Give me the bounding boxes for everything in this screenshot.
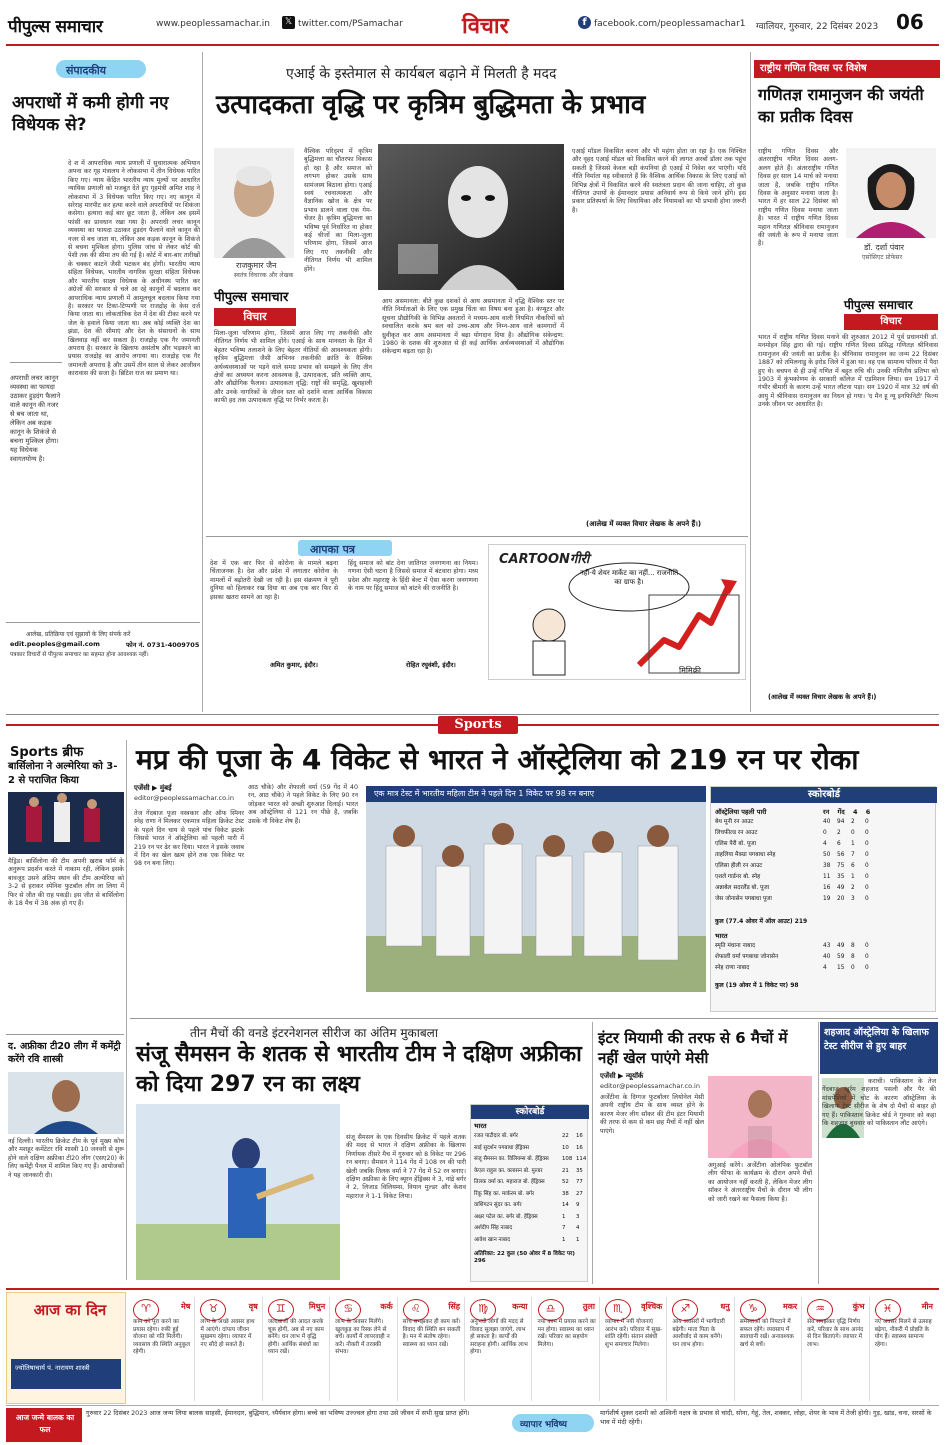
editorial-footer-line1: आलेख, प्रतिक्रिया एवं सुझावों के लिए संपर्क करें — [26, 631, 131, 638]
zodiac-icon: ♓ — [875, 1299, 901, 1321]
sanju-body: संजू सैमसन के एक दिवसीय क्रिकेट में पहले शतक की मदद से भारत ने दक्षिण अफ्रीका के खिलाफ निर्णायक तीसरे मैच में गुरुवार को 8 विकेट पर 296 रन बनाए। सैमसन ने 114 गेंद में 108 रन की पारी खेली जबकि तिलक वर्मा ने 77 गेंद में 52 रन बनाए। दक्षिण अफ्रीका के लिए ब्यूरन हेंड्रिक्स ने 3, नांद्रे बर्गर ने 2, लिजाड विलियम्स, वियान मुल्डर और केशव महाराज ने 1-1 विकेट लिया। — [346, 1134, 466, 1200]
sanju-photo — [136, 1104, 340, 1280]
women-test-body: तेज गेंदबाज पूजा वस्त्रकार और ऑफ स्पिनर स्नेह राणा ने मिलकर एकमात्र महिला क्रिकेट टेस्ट के पहले दिन चाय से पहले पांच विकेट झटके जिससे भारत ने ऑस्ट्रेलिया को पहली पारी में 219 रन पर ढेर कर दिया। भारत ने इसके जवाब में दिन का खेल खत्म होने तक एक विकेट पर 98 रन बना लिए। — [134, 810, 244, 868]
score-cell-b: 35 — [576, 1167, 583, 1174]
score-cell-b: 16 — [576, 1133, 583, 1139]
zodiac-icon: ♈ — [133, 1299, 159, 1321]
zodiac-name: धनु — [720, 1302, 730, 1311]
zodiac-text: नए अवसर मिलने से उत्साह बढ़ेगा, नौकरी में प्रोन्नति के योग हैं। स्वास्थ्य सामान्य रहेगा। — [874, 1319, 932, 1348]
zodiac-name: वृश्चिक — [641, 1302, 663, 1311]
editorial-footer-note: पत्रकार विचारों से पीपुल्स समाचार का सहमत होना आवश्यक नहीं। — [10, 652, 149, 658]
lead-col1: वैश्विक परिदृश्य में कृत्रिम बुद्धिमत्ता का चौतरफा विकास हो रहा है और समाज को लगभग होकर उसके साथ सामंजस्य बिठाना होगा। एआई स्वयं रचनात्मकता और वैज्ञानिक खोज के क्षेत्र पर प्रभाव डालने वाला एक गेम-चेंजर है। कृत्रिम बुद्धिमत्ता का भविष्य पूर्व निर्धारित ना होकर कई चीजों का मिला-जुला परिणाम होगा, जिसमें आज लिए गए तकनीकी और नीतिगत निर्णय भी शामिल होंगे। — [304, 148, 372, 273]
zodiac-card — [197, 1297, 262, 1401]
market-label-box — [512, 1414, 594, 1432]
author-photo — [214, 148, 294, 258]
sanju-kicker: तीन मैचों की वनडे इंटरनेशनल सीरीज का अंतिम मुकाबला — [190, 1026, 438, 1040]
women-test-photo-caption: एक मात्र टेस्ट में भारतीय महिला टीम ने पहले दिन 1 विकेट पर 98 रन बनाए — [366, 786, 706, 802]
score-cell-s: 0 — [865, 852, 869, 858]
score-cell-b: 3 — [576, 1213, 580, 1220]
masthead-facebook[interactable]: facebook.com/peoplessamachar1 — [594, 19, 746, 29]
messi-headline: इंटर मियामी की तरफ से 6 मैचों में नहीं खेल पाएंगे मेसी — [598, 1029, 788, 1067]
zodiac-icon: ♋ — [335, 1299, 361, 1321]
score-cell-r: 7 — [562, 1225, 566, 1231]
masthead-section: विचार — [462, 14, 509, 39]
odi-batter-row — [474, 1189, 586, 1201]
zodiac-name: तुला — [582, 1302, 595, 1311]
zodiac-icon: ♍ — [470, 1299, 496, 1321]
editorial-body: दे श में आपराधिक न्याय प्रणाली में सुधारात्मक अभियान अपना कर गृह मंत्रालय ने लोकसभा में तीन विधेयक पारित किए गए। न्याय केंद्रित भारतीय न्याय मूल्यों पर आधारित न्यायिक प्रणाली को मजबूत देते हुए गृहमंत्री अमित शाह ने लोकसभा में 3 विधेयक पारित किए गए। नए कानून में सरेराह मारपीट कर हत्या करने वाले अपराधियों पर शिकंजा कसेगा। हत्यारा कई बार छूट जाता है, लेकिन अब इसमें फांसी का प्रावधान रखा गया है। अपराधी लचर कानून व्यवस्था का फायदा उठाकर हुड़दंग फैलाने वाले कानून की नजर से बच जाता था, लेकिन अब कड़क कानून के शिकंजे से बचना मुश्किल होगा। पुलिस जांच से लेकर कोर्ट की पेशी तक की सीमा तय की गई है। कोर्ट में बार-बार तारीखों के चक्कर काटने जैसी भटकन बंद होगी। भारतीय न्याय संहिता विधेयक, भारतीय नागरिक सुरक्षा संहिता विधेयक और भारतीय साक्ष्य विधेयक के अधीनस्थ पारित कर अंग्रेजों की सरकार से चले आ रहे कानूनों में बदलाव कर आपराधिक न्याय प्रणाली में आमूलचूल बदलाव किया गया है। सरकार पर टिका-टिप्पणी पर राजद्रोह के केस दर्ज किया जाता था। लोकतांत्रिक देश में देश की टीका करने पर जेल के हवाले किया जाता था। अब कोई व्यक्ति देश का झंडा, देश की सीमाएं और देश के संसाधनों के साथ खिलवाड़ नहीं कर सकता है। राजद्रोह एक गैर जमानती अपराध है। सरकार के खिलाफ असंतोष और भड़काने का प्रयास राजद्रोह का आरोप लगाया था। राजद्रोह एक गैर जमानती अपराध है और उसमें तीन साल से लेकर आजीवन कारावास की सजा है। ब्रिटिश राज का प्रमाण था। — [68, 160, 200, 378]
player-name: केएल राहुल का. क्लासन बो. मुल्डर — [474, 1167, 543, 1174]
zodiac-name: कन्या — [512, 1302, 528, 1311]
score-cell-f: 0 — [851, 965, 855, 971]
zodiac-text: लाभ के अवसर मिलेंगे। खुलकुड़ का रिस्क लेने से बचें। कार्यों में लापरवाही न करें। नौकरी में तरक्की संभव। — [335, 1319, 390, 1356]
odi-batter-row — [474, 1143, 586, 1155]
player-name: ताहलिया मैक्ग्रा पगबाधा स्नेह — [715, 852, 776, 858]
zodiac-card — [400, 1297, 465, 1401]
zodiac-card — [669, 1297, 734, 1401]
score-cell-f: 1 — [851, 841, 855, 847]
ramanujan-body: भारत में राष्ट्रीय गणित दिवस मनाने की शुरुआत 2012 में पूर्व प्रधानमंत्री डॉ. मनमोहन सिंह द्वारा की गई। राष्ट्रीय गणित दिवस प्रसिद्ध गणितज्ञ श्रीनिवास रामानुजन की जयंती का प्रतीक है। श्रीनिवास रामानुजन का जन्म 22 दिसंबर 1887 को तमिलनाडु के इरोड जिले में हुआ था। वह एक सामान्य परिवार में पैदा हुए थे। बचपन से ही उन्हें गणित में बहुत रुचि थी। उनकी गणितीय प्रतिभा को 1903 में कुंभकोणम के सरकारी कॉलेज में एडमिशन लिया। सन 1917 में गंभीर बीमारी के कारण उन्हें भारत लौटना पड़ा। सन 1920 में मात्र 32 वर्ष की आयु में श्रीनिवास रामानुजन का निधन हो गया। 'द मैन हू न्यू इनफिनिटी' फिल्म उनके जीवन पर आधारित है। — [758, 334, 938, 409]
score-cell-b: 75 — [837, 863, 845, 869]
shahzad-headline: शहजाद ऑस्ट्रेलिया के खिलाफ टेस्ट सीरीज से हुए बाहर — [824, 1027, 929, 1052]
score-cell-b: 9 — [576, 1202, 580, 1208]
score-cell-f: 2 — [851, 885, 855, 891]
sanju-story — [130, 1022, 590, 1284]
facebook-icon: f — [578, 16, 591, 29]
ramanujan-promo-logo: पीपुल्स समाचार — [844, 298, 913, 312]
score-cell-r: 1 — [562, 1236, 566, 1243]
zodiac-icon: ♑ — [740, 1299, 766, 1321]
score-cell-s: 0 — [865, 819, 869, 825]
player-name: एलिस पैरी बो. पूजा — [715, 841, 756, 847]
player-name: आवेश खान नाबाद — [474, 1236, 511, 1243]
messi-body2: अगुआई करेंगे। अर्जेंटीना ओलंपिक फुटबॉल लीग फीफा के कार्यक्रम के दौरान अपने मैचों का आयोजन नहीं करती है, लेकिन मेजर लीग सॉकर ने अंतरराष्ट्रीय मैचों के दौरान भी लीग को जारी रखने का फैसला किया है। — [708, 1162, 812, 1203]
zodiac-text: काम को पूरा करने का प्रयास रहेगा। रुकी हुई योजना को गति मिलेगी। व्यवसाय की स्थिति अनुकूल रहेगी। — [133, 1319, 191, 1356]
odi-batter-row — [474, 1235, 586, 1247]
ramanujan-promo-label: विचार — [844, 314, 938, 330]
aus-innings-title: ऑस्ट्रेलिया पहली पारी — [715, 808, 767, 816]
market-label: व्यापार भविष्य — [520, 1420, 567, 1430]
zodiac-name: मीन — [921, 1302, 933, 1311]
ramanujan-author-photo — [846, 148, 936, 238]
aus-batter-row — [715, 828, 869, 839]
odi-batter-row — [474, 1154, 586, 1166]
zodiac-card — [467, 1297, 532, 1401]
born-today-label: आज जन्मे बालक का फल — [15, 1413, 75, 1434]
zodiac-card — [872, 1297, 937, 1401]
zodiac-text: व्यापार में नयी योजनाएं आरंभ करें। परिवार में सुख-शांति रहेगी। संतान संबंधी शुभ समाचार मिलेगा। — [604, 1319, 663, 1348]
score-cell-r: 0 — [823, 830, 827, 836]
twitter-icon: 𝕏 — [282, 16, 295, 29]
player-name: जेस जोनासेन पगबाधा पूजा — [715, 896, 772, 902]
women-test-story — [130, 738, 938, 1018]
women-scoreboard — [710, 786, 936, 1012]
sports-section-label: Sports — [438, 716, 518, 734]
score-cell-b: 49 — [837, 885, 845, 891]
zodiac-card — [332, 1297, 397, 1401]
zodiac-icon: ♒ — [807, 1299, 833, 1321]
letters-label: आपका पत्र — [310, 543, 355, 556]
score-cell-r: 4 — [823, 965, 827, 971]
score-cell-s: 0 — [865, 943, 869, 949]
horoscope-header — [6, 1292, 126, 1404]
sports-brief-column — [6, 740, 124, 1280]
aus-batter-row — [715, 861, 869, 872]
player-name: बेथ मूनी रन आउट — [715, 819, 754, 825]
score-cell-r: 14 — [562, 1202, 569, 1208]
messi-email[interactable]: editor@peoplessamachar.co.in — [600, 1082, 700, 1090]
score-cell-r: 21 — [562, 1167, 569, 1174]
editorial-headline: अपराधों में कमी होगी नए विधेयक से? — [12, 93, 169, 135]
scoreboard-header: रन गेंद 4 6 — [823, 808, 871, 816]
letter2-sign: रोहित रघुवंशी, इंदौर। — [406, 661, 456, 669]
score-cell-s: 0 — [865, 954, 869, 960]
score-cell-r: 11 — [823, 874, 831, 880]
score-cell-s: 0 — [865, 874, 869, 880]
score-cell-r: 50 — [823, 852, 831, 858]
masthead — [0, 0, 945, 44]
player-name: अक्षर पटेल का. बर्गर बो. हेंड्रिक्स — [474, 1213, 538, 1220]
score-cell-s: 0 — [865, 896, 869, 902]
score-cell-r: 22 — [562, 1133, 569, 1139]
zodiac-text: समस्याओं को निपटाने में सफल रहेंगे। व्यवसाय में सावधानी रखें। अनावश्यक खर्च से बचें। — [739, 1319, 794, 1348]
score-cell-b: 77 — [576, 1179, 583, 1185]
score-cell-b: 16 — [576, 1144, 583, 1151]
aus-batter-row — [715, 872, 869, 883]
score-cell-s: 0 — [865, 885, 869, 891]
score-cell-f: 8 — [851, 943, 855, 949]
score-cell-b: 15 — [837, 965, 845, 971]
lead-col4: एआई मॉडल विकसित करना और भी महंगा होता जा रहा है। एक निश्चित और वृहद एआई मॉडल को विकसित करने की लागत अरबों डॉलर तक पहुंच सकती है जिससे केवल बड़ी कंपनियां ही एआई में निवेश कर पाएंगी। यदि नीति निर्माता यह स्वीकारते हैं कि वैश्विक आर्थिक विकास के लिए एआई को विभिन्न क्षेत्रों में विकसित करने की स्वतंत्रता प्रदान की जाना चाहिए, तो कुछ नीतिगत उपायों के ईमानदार प्रयास अनिवार्य रूप से किये जाने होंगे। इस प्रकार प्रतिस्पर्धा के लिए विधायिका और नियामकों का भी प्रभावी होना जरूरी है। — [572, 148, 746, 214]
zodiac-icon: ♊ — [268, 1299, 294, 1321]
zodiac-name: वृष — [248, 1302, 258, 1311]
player-name: लिचफील्ड रन आउट — [715, 830, 758, 836]
odi-batter-row — [474, 1212, 586, 1224]
sanju-headline: संजू सैमसन के शतक से भारतीय टीम ने दक्षिण अफ्रीका को दिया 297 रन का लक्ष्य — [136, 1042, 582, 1097]
score-cell-s: 0 — [865, 863, 869, 869]
odi-batter-row — [474, 1177, 586, 1189]
editorial-label: संपादकीय — [66, 64, 107, 77]
player-name: एशले गार्डनर बो. स्नेह — [715, 874, 761, 880]
zodiac-text: सेव समझकर वृद्धि निर्णय करें, परिवार के साथ आनंद से दिन बिताएंगे। व्यापार में लाभ। — [807, 1319, 864, 1348]
score-cell-b: 59 — [837, 954, 845, 960]
zodiac-text: जल्दबाजी की आदत करके चूक होगी, अब से नए काम बनेंगे। धन लाभ में वृद्धि होगी। आर्थिक संबंधों का ध्यान रखें। — [267, 1319, 324, 1356]
zodiac-icon: ♎ — [538, 1299, 564, 1321]
score-cell-r: 43 — [823, 943, 831, 949]
score-cell-b: 49 — [837, 943, 845, 949]
score-cell-s: 0 — [865, 841, 869, 847]
ai-robot-photo — [378, 144, 564, 290]
letter2-body: हिंदू समाज को बांट देना जातिगत जनगणना का नियम। गणना ऐसी घटना है जिससे समाज में बंटवारा होगा। मध्य प्रदेश और महाराष्ट्र के हिंदी बेल्ट में ऐसा करना जनगणना के नाम पर हिंदू समाज को बांटने की राजनीति है। — [348, 560, 478, 593]
ramanujan-author-role: एसोसिएट प्रोफेसर — [862, 254, 903, 261]
ramanujan-headline: गणितज्ञ रामानुजन की जयंती का प्रतीक दिवस — [758, 85, 924, 126]
zodiac-text: नया काम में प्रयास करने का मन होगा। स्वास्थ्य का ध्यान रखें। परिवार का सहयोग मिलेगा। — [537, 1319, 596, 1348]
lead-promo-label: विचार — [214, 308, 296, 326]
ramanujan-article — [754, 52, 940, 712]
odi-scoreboard — [470, 1104, 588, 1282]
masthead-website[interactable]: www.peoplessamachar.in — [156, 19, 270, 29]
masthead-dateline: ग्वालियर, गुरुवार, 22 दिसंबर 2023 — [756, 22, 879, 32]
score-cell-r: 108 — [562, 1156, 573, 1162]
india-batter-row — [715, 952, 869, 963]
sports-banner — [6, 716, 939, 734]
score-cell-f: 7 — [851, 852, 855, 858]
zodiac-card — [265, 1297, 330, 1401]
brief2-headline: द. अफ्रीका टी20 लीग में कमेंट्री करेंगे रवि शास्त्री — [8, 1041, 121, 1065]
player-name: एलिसा हीली रन आउट — [715, 863, 763, 869]
score-cell-f: 8 — [851, 954, 855, 960]
zodiac-card — [535, 1297, 600, 1401]
player-name: रजत पाटीदार बो. बर्गर — [474, 1133, 518, 1139]
zodiac-name: सिंह — [448, 1302, 461, 1311]
zodiac-text: आय अवसरों में भागीदारी बढ़ेगी। माता पिता के आशीर्वाद से काम बनेंगे। धन लाभ होगा। — [672, 1319, 725, 1348]
player-name: तिलक वर्मा का. महाराज बो. हेंड्रिक्स — [474, 1179, 545, 1185]
lead-col1-cont: मिला-जुला परिणाम होगा, जिसमें आज लिए गए तकनीकी और नीतिगत निर्णय भी शामिल होंगे। एआई के साथ मानवता के हित में बेहतर भविष्य तलाशने के लिए बेहतर नीतियों की आवश्यकता होगी। कृत्रिम बुद्धिमत्ता जैसी अभिनव तकनीकी क्रांति के वैश्विक अर्थव्यवस्थाओं पर पड़ने वाले समग्र प्रभाव को समझने के लिए तीन क्षेत्रों का अध्ययन करना आवश्यक है, उत्पादकता, प्रति व्यक्ति आय, और औद्योगिक फैलाव। उत्पादकता वृद्धि: राष्ट्रों की समृद्धि, खुशहाली और उनके नागरिकों के जीवन स्तर को दर्शाने वाला आर्थिक विकास काफी हद तक उत्पादकता वृद्धि पर निर्भर करता है। — [214, 330, 372, 405]
player-name: रिंकू सिंह का. मार्करम बो. बर्गर — [474, 1190, 535, 1197]
messi-story — [596, 1022, 816, 1284]
player-name: वाशिंगटन सुंदर का. बर्गर — [474, 1202, 522, 1208]
score-cell-r: 4 — [823, 841, 827, 847]
zodiac-card — [737, 1297, 802, 1401]
score-cell-b: 2 — [837, 830, 841, 836]
score-cell-b: 4 — [576, 1225, 580, 1231]
player-name: अर्शदीप सिंह नाबाद — [474, 1225, 513, 1231]
ramanujan-author-note: (आलेख में व्यक्त विचार लेखक के अपने हैं।) — [768, 693, 877, 701]
letters-box — [210, 540, 480, 678]
messi-body: अर्जेंटीना के दिग्गज फुटबॉलर लियोनेल मेसी अपनी राष्ट्रीय टीम के साथ व्यस्त होने के कारण मेजर लीग सॉकर की टीम इंटर मियामी की तरफ से कम से कम छह मैचों में नहीं खेल पाएंगे। — [600, 1094, 704, 1135]
india-total: कुल (19 ओवर में 1 विकेट पर) 98 — [715, 982, 799, 989]
editorial-footer-email[interactable]: edit.peoples@gmail.com — [10, 640, 100, 648]
score-cell-b: 56 — [837, 852, 845, 858]
messi-photo — [708, 1076, 812, 1158]
editorial-pull-quote: अपराधी लचर कानून व्यवस्था का फायदा उठाकर हुड़दंग फैलाने वाले कानून की नजर से बच जाता था, लेकिन अब कड़क कानून के शिकंजे से बचना मुश्किल होगा। यह विधेयक स्वागतयोग्य है। — [10, 374, 61, 463]
ramanujan-author-name: डॉ. दर्शा पंवार — [864, 243, 905, 252]
zodiac-text: लाभ के अच्छे अवसर हाथ में आएंगे। दांपत्य जीवन सुखमय रहेगा। व्यापार में नए सौदे हो सकते हैं। — [200, 1319, 255, 1348]
india-batter-row — [715, 941, 869, 952]
born-today-text: गुरुवार 22 दिसंबर 2023 आज जन्म लिया बालक साहसी, ईमानदार, बुद्धिमान, ध्यैर्यवान होगा। बच्चे का भविष्य उज्ज्वल होगा तथा उसे जीवन में सभी सुख प्राप्त होंगे। — [86, 1409, 470, 1417]
born-today-box — [6, 1408, 82, 1442]
ravi-shastri-photo — [8, 1072, 124, 1134]
horoscope-subtitle: ज्योतिषाचार्य पं. नारायण शास्त्री — [11, 1359, 121, 1389]
india-batter-row — [715, 963, 869, 974]
score-cell-f: 1 — [851, 874, 855, 880]
odi-total: अतिरिक्त: 22 कुल (50 ओवर में 8 विकेट पर) 296 — [474, 1251, 575, 1264]
score-cell-b: 6 — [837, 841, 841, 847]
score-cell-b: 114 — [576, 1156, 587, 1162]
odi-team: भारत — [474, 1122, 487, 1130]
odi-scoreboard-label: स्कोरबोर्ड — [471, 1105, 589, 1119]
cartoon-artist: मिमिक्री — [679, 666, 701, 675]
horoscope-title: आज का दिन — [33, 1301, 107, 1319]
brief1-body: मैड्रिड। बार्सिलोना की टीम अपनी खराब फॉर्म के अनुरूप प्रदर्शन करते में नाकाम रही, लेकिन इसके बावजूद उसने अंतिम स्थान की टीम अल्मेरिया को 3-2 से हराकर स्पेनिश फुटबॉल लीग ला लिगा में फिर से जीत की राह पकड़ी। इस जीत से बार्सिलोना के 18 मैच में 38 अंक हो गए हैं। — [8, 858, 124, 908]
score-cell-r: 19 — [823, 896, 831, 902]
zodiac-icon: ♐ — [672, 1299, 698, 1321]
aus-batter-row — [715, 817, 869, 828]
score-cell-r: 52 — [562, 1179, 569, 1185]
lead-author-role: स्वतंत्र विचारक और लेखक — [234, 272, 294, 279]
zodiac-text: अनुभवी लोगों की मदद से विवाद सुलझा जाएंगे, लाभ हो सकता है। कार्यों की सराहना होगी। आर्थिक लाभ होगा। — [470, 1319, 528, 1356]
ramanujan-intro: राष्ट्रीय गणित दिवस और अंतरराष्ट्रीय गणित दिवस अलग-अलग होते हैं। अंतरराष्ट्रीय गणित दिवस हर साल 14 मार्च को मनाया जाता है, जबकि राष्ट्रीय गणित दिवस के अनुसार मनाया जाता है। भारत में हर साल 22 दिसंबर को राष्ट्रीय गणित दिवस मनाया जाता है। भारत में राष्ट्रीय गणित दिवस महान गणितज्ञ श्रीनिवास रामानुजन की जयंती के रूप में मनाया जाता है। — [758, 148, 838, 248]
odi-batter-row — [474, 1200, 586, 1212]
lead-article — [206, 52, 748, 712]
zodiac-icon: ♏ — [605, 1299, 631, 1321]
cartoon-box — [488, 544, 746, 680]
score-cell-f: 2 — [851, 819, 855, 825]
cartoon-bubble: नहीं-ये शेयर मार्केट का नहीं... राजनीति का ग्राफ है। — [579, 569, 679, 586]
score-cell-b: 27 — [576, 1190, 583, 1197]
aus-batter-row — [715, 850, 869, 861]
lead-promo-logo: पीपुल्स समाचार — [214, 290, 289, 305]
barcelona-photo — [8, 792, 124, 854]
score-cell-r: 38 — [562, 1190, 569, 1197]
score-cell-b: 94 — [837, 819, 845, 825]
aus-batter-row — [715, 894, 869, 905]
zodiac-name: कर्क — [380, 1302, 393, 1311]
zodiac-card — [130, 1297, 195, 1401]
women-test-photo — [366, 786, 706, 992]
score-cell-s: 0 — [865, 830, 869, 836]
shahzad-body: कराची। पाकिस्तान के तेज गेंदबाज खुर्रम शहजाद पसली और पैर की मांसपेशियों में चोट के कारण ऑस्ट्रेलिया के खिलाफ टेस्ट सीरीज के शेष दो मैचों से बाहर हो गए हैं। पाकिस्तान क्रिकेट बोर्ड ने गुरुवार को कहा कि शहजाद बुधवार को पाकिस्तान लौट आएंगे। — [822, 1078, 936, 1128]
masthead-twitter[interactable]: twitter.com/PSamachar — [298, 19, 403, 29]
aus-batter-row — [715, 883, 869, 894]
score-cell-r: 10 — [562, 1144, 569, 1151]
cartoon-label: CARTOONगीरी — [499, 552, 590, 567]
masthead-logo: पीपुल्स समाचार — [8, 17, 103, 37]
brief1-headline: बार्सिलोना ने अल्मेरिया को 3-2 से पराजित किया — [8, 761, 118, 786]
letter1-body: देश में एक बार फिर से कोरोना के मामले बढ़ना चिंताजनक है। देश और प्रदेश में लगातार कोरोना के मामलों में बढ़ोतरी देखी जा रही है। इस संक्रमण ने पूरी दुनिया को हिलाकर रख दिया था अब एक बार फिर से इसका खतरा सामने आ रहा है। — [210, 560, 338, 601]
editorial-footer-phone: फोन नं. 0731-4009705 — [126, 641, 200, 649]
zodiac-card — [602, 1297, 667, 1401]
score-cell-r: 40 — [823, 954, 831, 960]
score-cell-r: 1 — [562, 1213, 566, 1220]
player-name: शेफाली वर्मा पगबाधा जोनासेन — [715, 954, 779, 960]
brief2-body: नई दिल्ली। भारतीय क्रिकेट टीम के पूर्व मुख्य कोच और मशहूर कमेंटेटर रवि शास्त्री 10 जनवरी से शुरू होने वाले दक्षिण अफ्रीका टी20 लीग (एसए20) के लिए कमेंट्री पैनल में शामिल किए गए हैं। आयोजकों ने यह जानकारी दी। — [8, 1138, 124, 1179]
zodiac-name: मेष — [180, 1302, 191, 1311]
aus-total: कुल (77.4 ओवर में ऑल आउट) 219 — [715, 918, 808, 925]
women-scoreboard-label: स्कोरबोर्ड — [711, 787, 937, 803]
score-cell-f: 6 — [851, 863, 855, 869]
score-cell-s: 0 — [865, 965, 869, 971]
zodiac-text: सोच समझकर ही काम करें। विवाद की स्थिति बन सकती है। मन में संतोष रहेगा। स्वास्थ्य का ध्यान रखें। — [402, 1319, 461, 1348]
aus-batter-row — [715, 839, 869, 850]
zodiac-icon: ♌ — [403, 1299, 429, 1321]
women-test-headline: मप्र की पूजा के 4 विकेट से भारत ने ऑस्ट्रेलिया को 219 रन पर रोका — [136, 743, 859, 776]
player-name: संजू सैमसन का. विलियम्स बो. हेंड्रिक्स — [474, 1156, 549, 1162]
player-name: साई सुदर्शन पगबाधा हेंड्रिक्स — [474, 1144, 529, 1151]
player-name: अन्नाबेल सदरलैंड बो. पूजा — [715, 885, 770, 891]
odi-batter-row — [474, 1223, 586, 1235]
women-test-body2: आठ चौके) और शेफाली वर्मा (59 गेंद में 40 रन, आठ चौके) ने पहले विकेट के लिए 90 रन जोड़कर भारत को अच्छी शुरुआत दिलाई। भारत अब ऑस्ट्रेलिया से 121 रन पीछे है, जबकि उसके नौ विकेट शेष हैं। — [248, 784, 358, 825]
score-cell-r: 38 — [823, 863, 831, 869]
score-cell-r: 40 — [823, 819, 831, 825]
zodiac-name: कुंभ — [852, 1302, 865, 1311]
masthead-page-number: 06 — [896, 10, 924, 34]
messi-dateline: एजेंसी ▶ न्यूयॉर्क — [600, 1072, 644, 1080]
zodiac-name: मिथुन — [308, 1302, 326, 1311]
score-cell-f: 0 — [851, 830, 855, 836]
score-cell-b: 1 — [576, 1236, 580, 1243]
lead-kicker: एआई के इस्तेमाल से कार्यबल बढ़ाने में मिलती है मदद — [286, 66, 557, 82]
score-cell-b: 35 — [837, 874, 845, 880]
zodiac-name: मकर — [782, 1302, 798, 1311]
player-name: स्मृति मंधाना नाबाद — [715, 943, 756, 949]
women-test-email[interactable]: editor@peoplessamachar.co.in — [134, 794, 234, 802]
lead-author-note: (आलेख में व्यक्त विचार लेखक के अपने हैं।) — [586, 520, 702, 528]
women-test-dateline: एजेंसी ▶ मुंबई — [134, 784, 172, 792]
market-text: मार्गशीर्ष शुक्ल दशमी को अश्विनी नक्षत्र के प्रभाव से चांदी, सोना, गेहूं, तेल, शक्कर, लोहा, शेयर के भाव में तेजी होगी। गुड़, खांड, चना, सरसों के भाव में मंदी रहेगी। — [600, 1409, 932, 1426]
player-name: स्नेह राणा नाबाद — [715, 965, 750, 971]
ramanujan-label: राष्ट्रीय गणित दिवस पर विशेष — [754, 60, 940, 78]
zodiac-icon: ♉ — [200, 1299, 226, 1321]
odi-batter-row — [474, 1131, 586, 1143]
score-cell-f: 3 — [851, 896, 855, 902]
shahzad-story — [820, 1022, 938, 1284]
lead-headline: उत्पादकता वृद्धि पर कृत्रिम बुद्धिमता के प्रभाव — [216, 90, 646, 120]
odi-batter-row — [474, 1166, 586, 1178]
lead-col3: आय असमानता: बीते कुछ दशकों से आय असमानता में वृद्धि वैश्विक स्तर पर नीति निर्माताओं के लिए एक प्रमुख चिंता का विषय बना हुआ है। कंप्यूटर और सूचना प्रौद्योगिकी के विभिन्न अवतारों ने मध्यम-आय वाली नियमित नौकरियों को स्वचालित करके श्रम बल को उच्च-आय और निम्न-आय वाले कामगारों में ध्रुवीकृत कर आय असमानता में बढ़ा योगदान दिया है। औद्योगिक संकेन्द्रण: 1980 के दशक की शुरुआत से ही कई आर्थिक अर्थव्यवस्थाओं में औद्योगिक संकेन्द्रण बढ़ता रहा है। — [382, 298, 564, 356]
zodiac-card — [804, 1297, 869, 1401]
lead-author-name: राजकुमार जैन — [236, 261, 277, 270]
letter1-sign: अमित कुमार, इंदौर। — [270, 661, 318, 669]
editorial-section — [6, 52, 200, 712]
sports-brief-label: Sports ब्रीफ — [10, 745, 84, 760]
score-cell-r: 16 — [823, 885, 831, 891]
score-cell-b: 20 — [837, 896, 845, 902]
india-innings-title: भारत — [715, 932, 728, 940]
